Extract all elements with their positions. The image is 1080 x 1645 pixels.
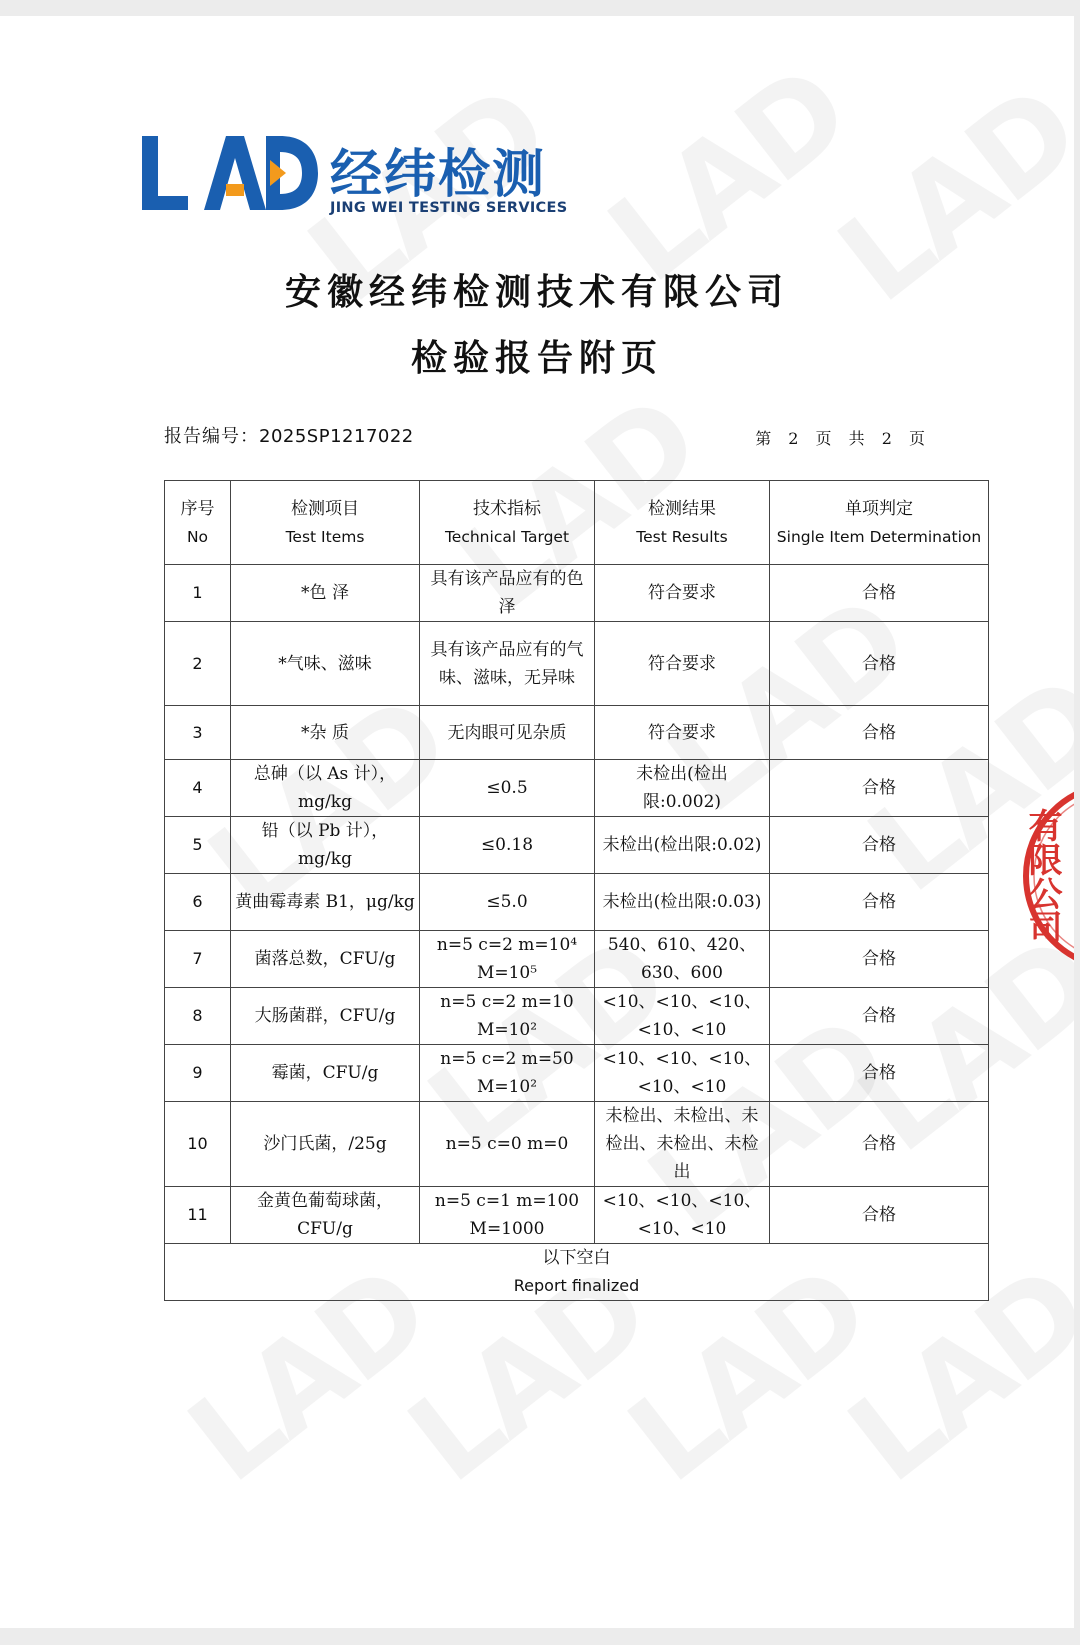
report-title: 检验报告附页 xyxy=(410,337,663,379)
header-determination: 单项判定 Single Item Determination xyxy=(770,481,989,565)
header-test-items: 检测项目 Test Items xyxy=(231,481,420,565)
table-row xyxy=(165,988,989,1045)
row-determination: 合格 xyxy=(770,817,989,874)
row-technical-target: ≤5.0 xyxy=(420,874,595,931)
table-footer-row xyxy=(165,1244,989,1301)
row-number: 11 xyxy=(165,1187,231,1244)
row-test-item: 沙门氏菌，/25g xyxy=(231,1102,420,1187)
row-technical-target: n=5 c=2 m=50 M=10² xyxy=(420,1045,595,1102)
row-test-result: 未检出、未检出、未检出、未检出、未检出 xyxy=(595,1102,770,1187)
row-determination: 合格 xyxy=(770,1102,989,1187)
row-test-result: 未检出(检出限:0.03) xyxy=(595,874,770,931)
row-test-result: 未检出(检出限:0.02) xyxy=(595,817,770,874)
report-number-line xyxy=(164,422,414,448)
logo-name-cn: 经纬检测 xyxy=(330,145,547,205)
row-test-result: <10、<10、<10、<10、<10 xyxy=(595,988,770,1045)
table-row xyxy=(165,1045,989,1102)
row-technical-target: 具有该产品应有的气味、滋味，无异味 xyxy=(420,622,595,706)
report-finalized: 以下空白 Report finalized xyxy=(165,1244,989,1301)
row-determination: 合格 xyxy=(770,565,989,622)
report-number: 2025SP1217022 xyxy=(259,426,414,447)
row-number: 2 xyxy=(165,622,231,706)
table-row xyxy=(165,622,989,706)
row-test-result: 符合要求 xyxy=(595,622,770,706)
row-test-item: 铅（以 Pb 计），mg/kg xyxy=(231,817,420,874)
row-number: 8 xyxy=(165,988,231,1045)
table-row xyxy=(165,1187,989,1244)
row-technical-target: 无肉眼可见杂质 xyxy=(420,706,595,760)
row-number: 4 xyxy=(165,760,231,817)
row-test-item: 大肠菌群，CFU/g xyxy=(231,988,420,1045)
row-technical-target: n=5 c=2 m=10 M=10² xyxy=(420,988,595,1045)
company-seal xyxy=(1018,776,1074,976)
company-title: 安徽经纬检测技术有限公司 xyxy=(284,271,789,313)
row-test-result: 未检出(检出限:0.002) xyxy=(595,760,770,817)
row-number: 5 xyxy=(165,817,231,874)
row-determination: 合格 xyxy=(770,760,989,817)
table-header-row xyxy=(165,481,989,565)
row-number: 1 xyxy=(165,565,231,622)
row-technical-target: ≤0.5 xyxy=(420,760,595,817)
header-no: 序号 No xyxy=(165,481,231,565)
company-logo xyxy=(140,124,568,224)
row-determination: 合格 xyxy=(770,874,989,931)
header-technical-target: 技术指标 Technical Target xyxy=(420,481,595,565)
row-test-result: <10、<10、<10、<10、<10 xyxy=(595,1187,770,1244)
row-technical-target: n=5 c=2 m=10⁴ M=10⁵ xyxy=(420,931,595,988)
row-test-item: 黄曲霉毒素 B1，μg/kg xyxy=(231,874,420,931)
lad-logo-mark xyxy=(140,134,320,214)
row-test-result: 符合要求 xyxy=(595,706,770,760)
row-technical-target: n=5 c=1 m=100 M=1000 xyxy=(420,1187,595,1244)
row-determination: 合格 xyxy=(770,1187,989,1244)
row-test-item: 总砷（以 As 计），mg/kg xyxy=(231,760,420,817)
row-technical-target: ≤0.18 xyxy=(420,817,595,874)
row-determination: 合格 xyxy=(770,931,989,988)
header-test-results: 检测结果 Test Results xyxy=(595,481,770,565)
row-test-item: 菌落总数，CFU/g xyxy=(231,931,420,988)
row-test-item: *色 泽 xyxy=(231,565,420,622)
page-info: 第 2 页 共 2 页 xyxy=(755,429,931,448)
row-determination: 合格 xyxy=(770,622,989,706)
report-number-label: 报告编号： xyxy=(164,426,259,447)
row-test-item: 霉菌，CFU/g xyxy=(231,1045,420,1102)
row-test-item: 金黄色葡萄球菌，CFU/g xyxy=(231,1187,420,1244)
results-table xyxy=(164,480,989,1301)
table-row xyxy=(165,1102,989,1187)
row-test-result: 符合要求 xyxy=(595,565,770,622)
row-number: 3 xyxy=(165,706,231,760)
table-row xyxy=(165,874,989,931)
logo-name-en: JING WEI TESTING SERVICES xyxy=(330,200,568,216)
table-row xyxy=(165,817,989,874)
row-test-item: *杂 质 xyxy=(231,706,420,760)
row-number: 9 xyxy=(165,1045,231,1102)
row-determination: 合格 xyxy=(770,706,989,760)
table-row xyxy=(165,706,989,760)
row-determination: 合格 xyxy=(770,988,989,1045)
seal-text: 有限公司 xyxy=(1022,808,1062,944)
row-test-result: 540、610、420、630、600 xyxy=(595,931,770,988)
row-number: 10 xyxy=(165,1102,231,1187)
row-test-result: <10、<10、<10、<10、<10 xyxy=(595,1045,770,1102)
row-test-item: *气味、滋味 xyxy=(231,622,420,706)
table-row xyxy=(165,760,989,817)
row-number: 7 xyxy=(165,931,231,988)
table-row xyxy=(165,565,989,622)
report-page xyxy=(0,16,1074,1628)
row-determination: 合格 xyxy=(770,1045,989,1102)
table-row xyxy=(165,931,989,988)
row-technical-target: n=5 c=0 m=0 xyxy=(420,1102,595,1187)
row-technical-target: 具有该产品应有的色泽 xyxy=(420,565,595,622)
row-number: 6 xyxy=(165,874,231,931)
